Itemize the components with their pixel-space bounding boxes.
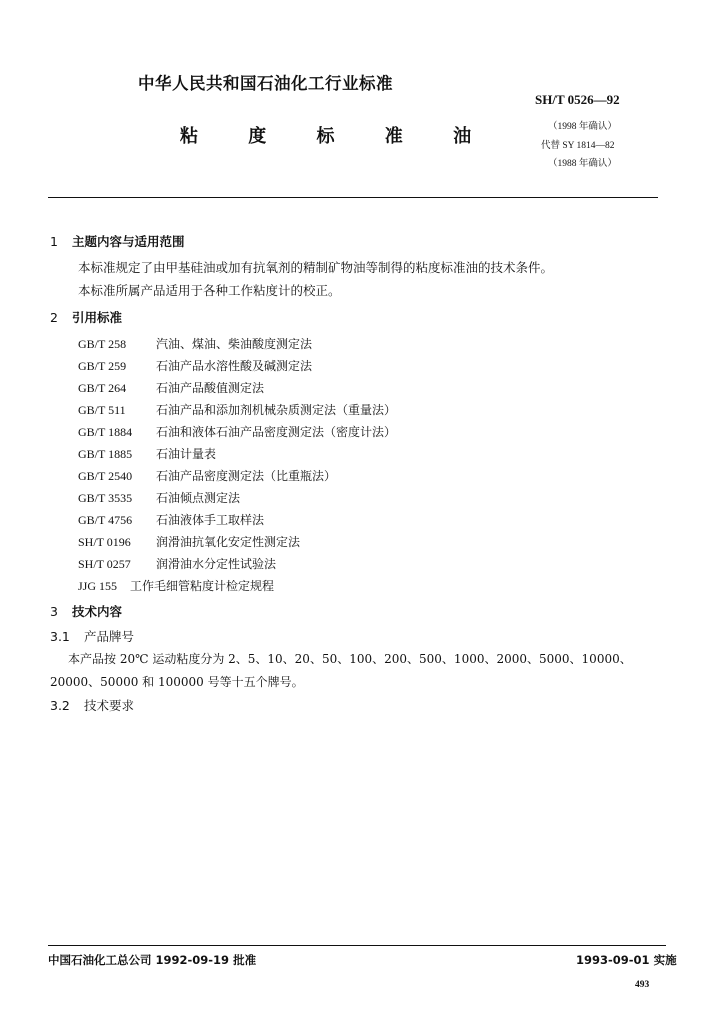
section-number: 3 (50, 604, 58, 619)
footer-divider (48, 945, 666, 946)
reference-item (78, 357, 312, 374)
section-3-heading (50, 602, 122, 620)
reference-name: 石油产品和添加剂机械杂质测定法（重量法） (156, 403, 397, 417)
subsection-title: 技术要求 (84, 698, 135, 713)
standard-category-heading: 中华人民共和国石油化工行业标准 (138, 74, 393, 93)
reference-code: GB/T 2540 (78, 469, 133, 483)
section-title: 技术内容 (72, 604, 123, 619)
reference-item (78, 577, 274, 594)
subsection-3-1-heading (50, 627, 134, 645)
reference-code: GB/T 258 (78, 337, 127, 351)
reference-item (78, 401, 396, 418)
reference-code: GB/T 1885 (78, 447, 133, 461)
confirm-note-1998: （1998 年确认） (548, 122, 617, 132)
reference-name: 石油计量表 (156, 447, 217, 461)
section-2-heading (50, 308, 122, 326)
reference-item (78, 467, 336, 484)
reference-code: GB/T 1884 (78, 425, 133, 439)
confirm-note-1988: （1988 年确认） (548, 159, 617, 169)
replaces-note: 代替 SY 1814—82 (541, 141, 615, 151)
subsection-3-2-heading (50, 696, 134, 714)
reference-name: 石油液体手工取样法 (156, 513, 265, 527)
document-title: 粘 度 标 准 油 (180, 126, 494, 147)
reference-item (78, 423, 396, 440)
section-1-paragraph: 本标准所属产品适用于各种工作粘度计的校正。 (78, 283, 341, 298)
reference-name: 汽油、煤油、柴油酸度测定法 (156, 337, 313, 351)
section-title: 引用标准 (72, 310, 123, 325)
section-1-paragraph: 本标准规定了由甲基硅油或加有抗氧剂的精制矿物油等制得的粘度标准油的技术条件。 (78, 260, 554, 275)
reference-item (78, 533, 300, 550)
reference-code: JJG 155 (78, 579, 118, 593)
reference-item (78, 511, 264, 528)
implementation-date: 1993-09-01 实施 (576, 953, 677, 967)
subsection-number: 3.2 (50, 698, 70, 713)
subsection-title: 产品牌号 (84, 629, 135, 644)
reference-code: GB/T 264 (78, 381, 127, 395)
header-divider (48, 197, 658, 198)
reference-code: GB/T 4756 (78, 513, 133, 527)
section-number: 2 (50, 310, 58, 325)
reference-code: GB/T 259 (78, 359, 127, 373)
subsection-number: 3.1 (50, 629, 70, 644)
reference-item (78, 445, 216, 462)
reference-code: SH/T 0257 (78, 557, 131, 571)
section-number: 1 (50, 234, 58, 249)
reference-name: 石油产品酸值测定法 (156, 381, 265, 395)
reference-item (78, 489, 240, 506)
standard-code: SH/T 0526—92 (535, 92, 620, 107)
reference-name: 石油倾点测定法 (156, 491, 241, 505)
section-1-heading (50, 232, 185, 250)
page-number: 493 (635, 980, 650, 990)
reference-name: 石油产品水溶性酸及碱测定法 (156, 359, 313, 373)
reference-name: 石油和液体石油产品密度测定法（密度计法） (156, 425, 397, 439)
reference-item (78, 335, 312, 352)
reference-name: 润滑油抗氧化安定性测定法 (156, 535, 301, 549)
approval-statement: 中国石油化工总公司 1992-09-19 批准 (48, 953, 257, 967)
reference-code: GB/T 511 (78, 403, 126, 417)
subsection-3-1-paragraph: 本产品按 20℃ 运动粘度分为 2、5、10、20、50、100、200、500、1000、2000、5000、10000、 (68, 652, 632, 666)
reference-code: GB/T 3535 (78, 491, 133, 505)
section-title: 主题内容与适用范围 (72, 234, 185, 249)
reference-name: 石油产品密度测定法（比重瓶法） (156, 469, 337, 483)
reference-name: 工作毛细管粘度计检定规程 (130, 579, 275, 593)
reference-item (78, 379, 264, 396)
reference-code: SH/T 0196 (78, 535, 131, 549)
reference-name: 润滑油水分定性试验法 (156, 557, 277, 571)
reference-item (78, 555, 276, 572)
subsection-3-1-paragraph: 20000、50000 和 100000 号等十五个牌号。 (50, 675, 304, 689)
